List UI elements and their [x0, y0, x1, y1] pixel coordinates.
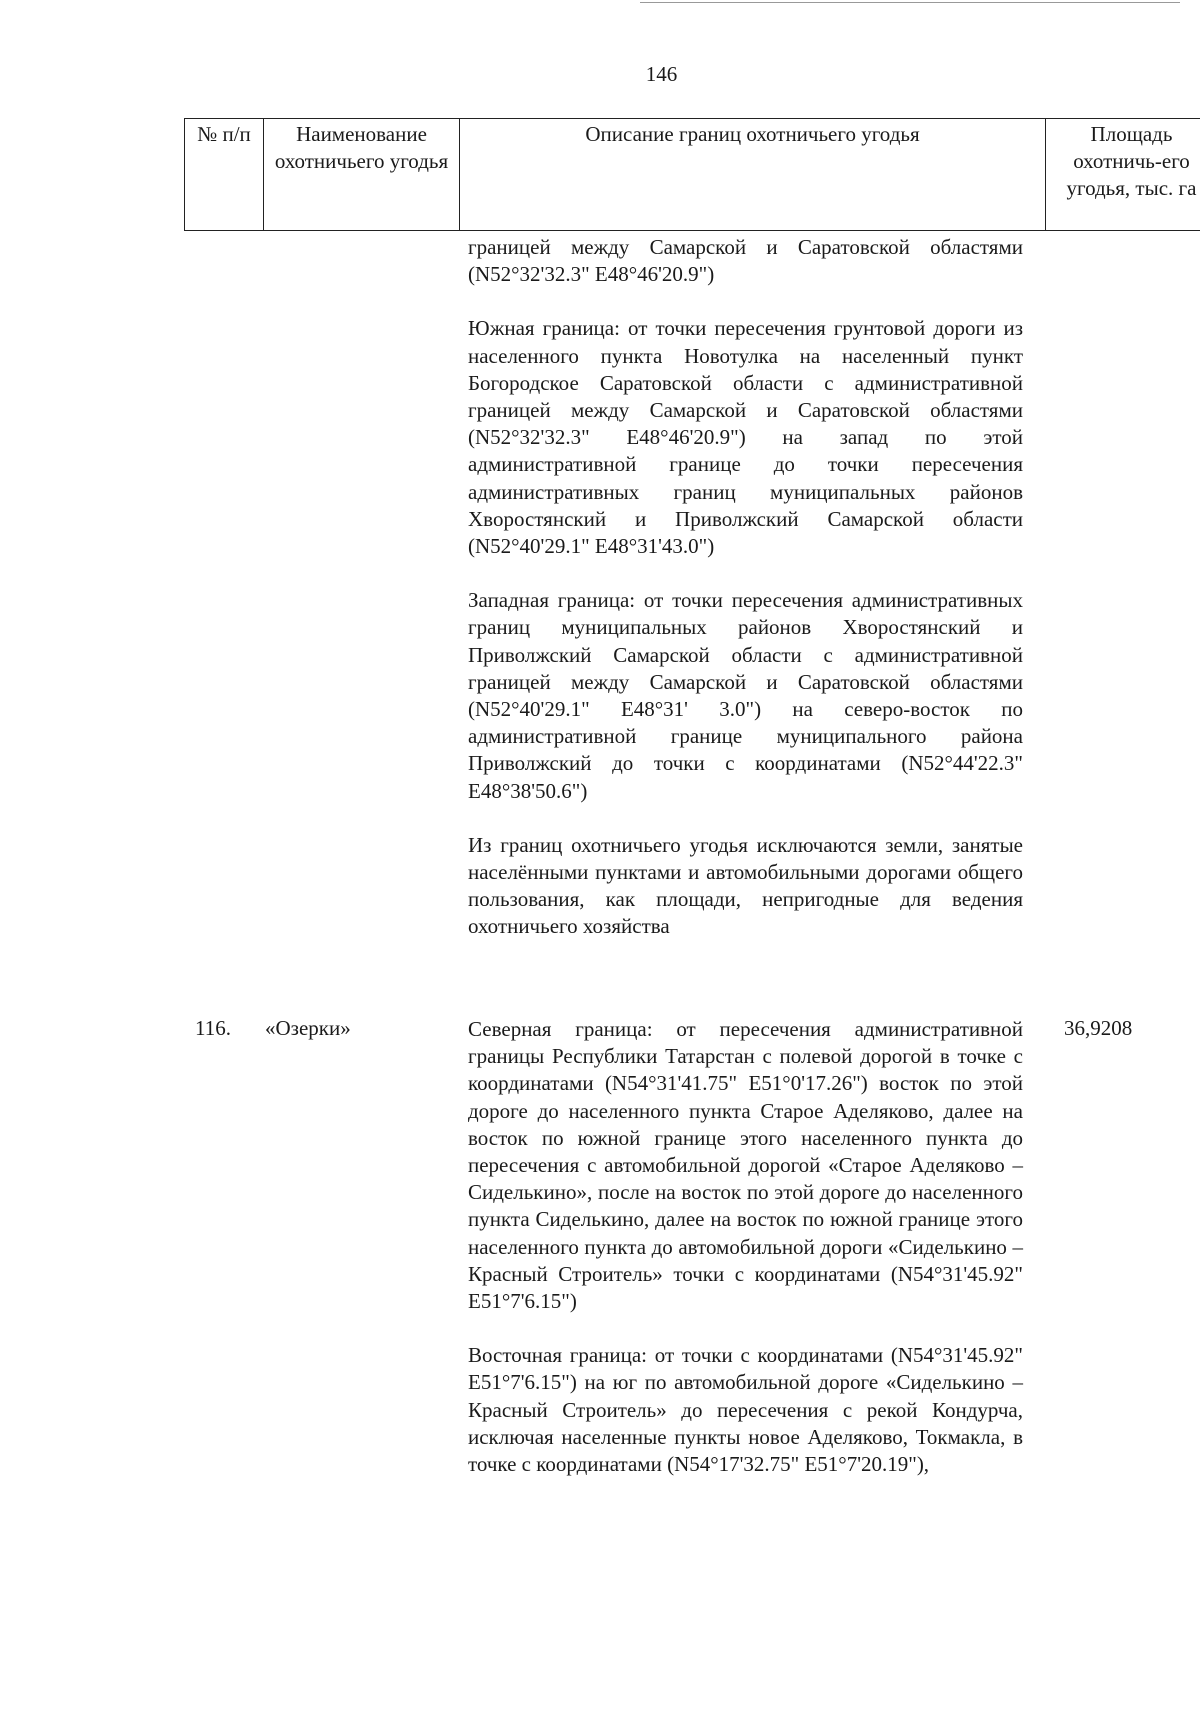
- row-116-area: 36,9208: [1064, 1016, 1133, 1040]
- header-col-description: Описание границ охотничьего угодья: [460, 119, 1046, 231]
- header-col-name: Наименование охотничьего угодья: [264, 119, 460, 231]
- continuation-paragraph: границей между Самарской и Саратовской областями (N52°32'32.3" E48°46'20.9"): [468, 235, 1023, 287]
- north-boundary-paragraph: Северная граница: от пересечения административной границы Республики Татарстан с полевой дорогой в точке с координатами (N54°31'41.75" E51°0'17.26") восток по этой дороге до населенного пункта Старое Аделяково, далее на восток по южной границе этого населенного пункта до пересечения с автомобильной дорогой «Старое Аделяково – Сиделькино», после на восток по этой дороге до населенного пункта Сиделькино, далее на восток по южной границе этого населенного пункта до автомобильной дороги «Сиделькино – Красный Строитель» точки с координатами (N54°31'45.92" E51°7'6.15"): [468, 1017, 1023, 1314]
- east-boundary-paragraph: Восточная граница: от точки с координатами (N54°31'45.92" E51°7'6.15") на юг по автомобильной дороге «Сиделькино – Красный Строитель» до пересечения с рекой Кондурча, исключая населенные пункты новое Аделяково, Токмакла, в точке с координатами (N54°17'32.75" E51°7'20.19"),: [468, 1343, 1023, 1477]
- row-116-name: «Озерки»: [265, 1016, 351, 1040]
- header-col-area: Площадь охотничь-его угодья, тыс. га: [1046, 119, 1200, 231]
- scan-edge-line: [640, 2, 1180, 3]
- west-boundary-paragraph: Западная граница: от точки пересечения административных границ муниципальных районов Хворостянский и Приволжский Самарской области с административной границей между Самарской и Саратовской областями (N52°40'29.1" E48°31' 3.0") на северо-восток по административной границе муниципального района Приволжский до точки с координатами (N52°44'22.3" E48°38'50.6"): [468, 588, 1023, 803]
- header-col-number: № п/п: [185, 119, 264, 231]
- exclusion-paragraph: Из границ охотничьего угодья исключаются земли, занятые населёнными пунктами и автомобильными дорогами общего пользования, как площади, непригодные для ведения охотничьего хозяйства: [468, 832, 1023, 939]
- continuation-description: [468, 234, 1023, 968]
- south-boundary-paragraph: Южная граница: от точки пересечения грунтовой дороги из населенного пункта Новотулка на населенный пункт Богородское Саратовской области с административной границей между Самарской и Саратовской областями (N52°32'32.3" E48°46'20.9") на запад по этой административной границе до точки пересечения административных границ муниципальных районов Хворостянский и Приволжский Самарской области (N52°40'29.1" E48°31'43.0"): [468, 316, 1023, 559]
- table-header: [184, 118, 1200, 231]
- row-116-description: [468, 1016, 1023, 1505]
- page-number: 146: [645, 62, 678, 86]
- row-116-number: 116.: [195, 1016, 231, 1040]
